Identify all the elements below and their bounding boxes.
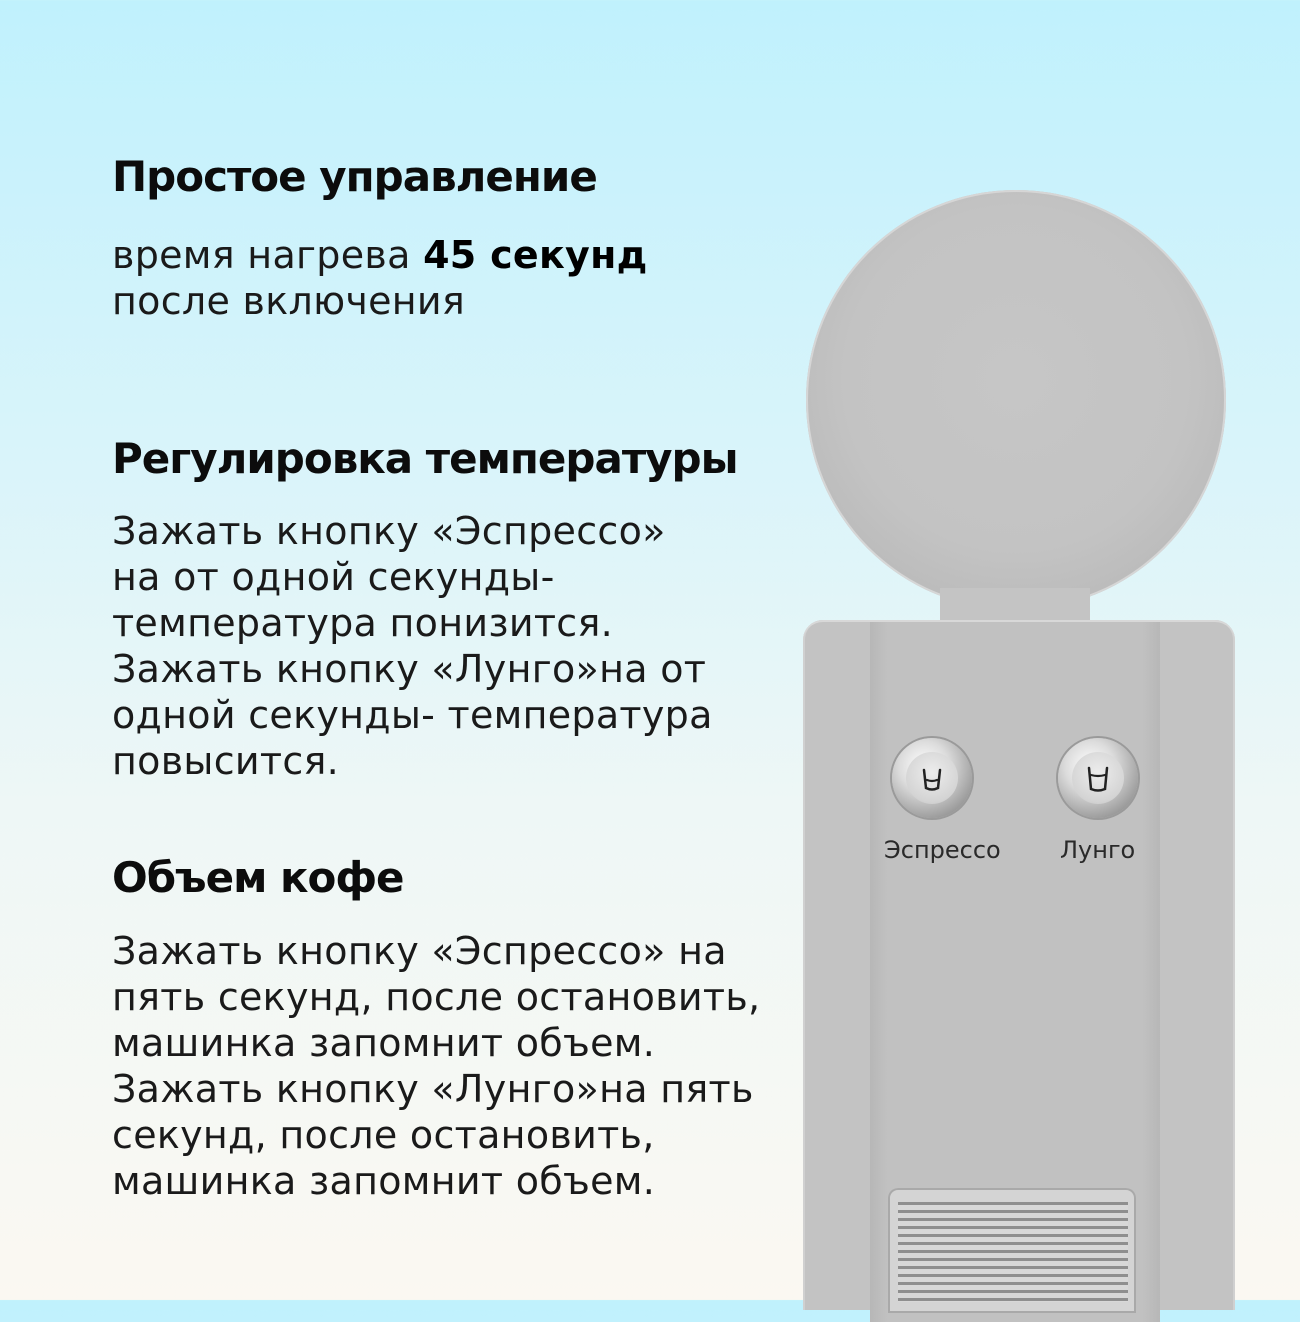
temperature-line: температура понизится. [112,601,614,645]
temperature-line: Зажать кнопку «Лунго»на от [112,647,707,691]
volume-text [112,928,760,1204]
water-tank [806,190,1226,610]
volume-line: Зажать кнопку «Эспрессо» на [112,929,727,973]
volume-line: машинка запомнит объем. [112,1159,656,1203]
temperature-line: Зажать кнопку «Эспрессо» [112,509,666,553]
coffee-machine [800,190,1240,1300]
volume-line: машинка запомнит объем. [112,1021,656,1065]
volume-line: Зажать кнопку «Лунго»на пять [112,1067,754,1111]
temperature-line: повысится. [112,739,340,783]
heating-time-suffix: после включения [112,279,466,323]
espresso-button[interactable] [892,738,972,818]
volume-line: пять секунд, после остановить, [112,975,761,1019]
heading-coffee-volume: Объем кофе [112,853,404,902]
heating-time-text [112,232,648,324]
small-cup-icon [914,760,950,796]
heating-time-value: 45 секунд [423,233,648,277]
heading-temperature: Регулировка температуры [112,434,738,483]
drip-tray-grid [898,1202,1128,1302]
temperature-line: на от одной секунды- [112,555,555,599]
heating-time-line [112,232,648,278]
volume-line: секунд, после остановить, [112,1113,655,1157]
lungo-label: Лунго [1060,836,1136,864]
large-cup-icon [1080,760,1116,796]
heading-simple-control: Простое управление [112,152,597,201]
espresso-label: Эспрессо [884,836,1001,864]
temperature-text [112,508,713,784]
temperature-line: одной секунды- температура [112,693,713,737]
lungo-button[interactable] [1058,738,1138,818]
heating-time-prefix: время нагрева [112,233,424,277]
